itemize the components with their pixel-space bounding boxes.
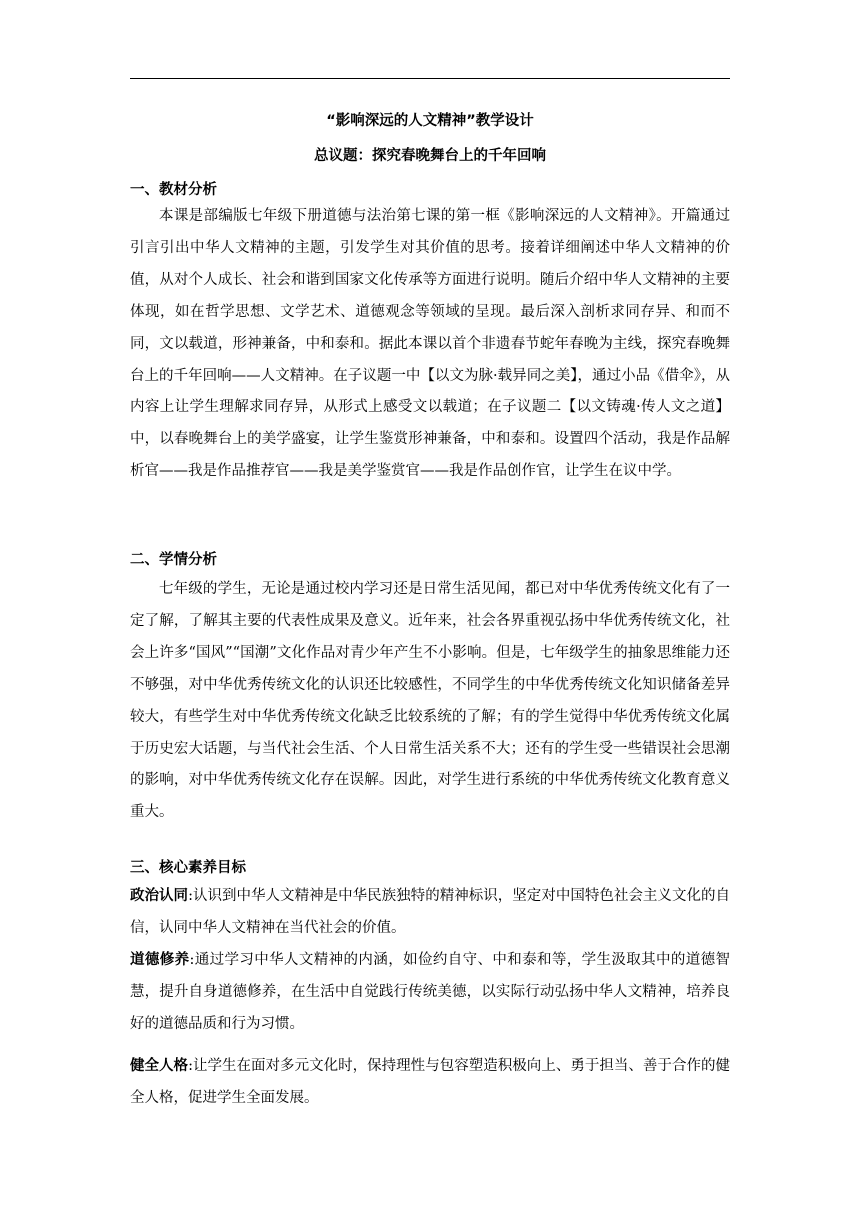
goal-label: 道德修养 [130,952,190,968]
goal-label: 政治认同 [130,888,189,904]
section-heading-core-goals: 三、核心素养目标 [130,860,246,876]
section-heading-learner-analysis: 二、学情分析 [130,552,217,568]
goal-label: 健全人格 [130,1058,189,1074]
learner-analysis-paragraph: 七年级的学生，无论是通过校内学习还是日常生活见闻，都已对中华优秀传统文化有了一定了解，了解其主要的代表性成果及意义。近年来，社会各界重视弘扬中华优秀传统文化，社会上许多“国风”“国潮”文化作品对青少年产生不小影响。但是，七年级学生的抽象思维能力还不够强，对中华优秀传统文化的认识还比较感性，不同学生的中华优秀传统文化知识储备差异较大，有些学生对中华优秀传统文化缺乏比较系统的了解；有的学生觉得中华优秀传统文化属于历史宏大话题，与当代社会生活、个人日常生活关系不大；还有的学生受一些错误社会思潮的影响，对中华优秀传统文化存在误解。因此，对学生进行系统的中华优秀传统文化教育意义重大。 [130,581,730,821]
textbook-analysis-paragraph: 本课是部编版七年级下册道德与法治第七课的第一框《影响深远的人文精神》。开篇通过引言引出中华人文精神的主题，引发学生对其价值的思考。接着详细阐述中华人文精神的价值，从对个人成长、社会和谐到国家文化传承等方面进行说明。随后介绍中华人文精神的主要体现，如在哲学思想、文学艺术、道德观念等领域的呈现。最后深入剖析求同存异、和而不同，文以载道，形神兼备，中和泰和。据此本课以首个非遗春节蛇年春晚为主线，探究春晚舞台上的千年回响——人文精神。在子议题一中【以文为脉·载异同之美】，通过小品《借伞》，从内容上让学生理解求同存异，从形式上感受文以载道；在子议题二【以文铸魂·传人文之道】中，以春晚舞台上的美学盛宴，让学生鉴赏形神兼备，中和泰和。设置四个活动，我是作品解析官——我是作品推荐官——我是美学鉴赏官——我是作品创作官，让学生在议中学。 [130,208,730,480]
document-title: “影响深远的人文精神”教学设计 [326,113,534,129]
goal-political-identity [130,881,730,945]
goal-text: :让学生在面对多元文化时，保持理性与包容塑造积极向上、勇于担当、善于合作的健全人格，促进学生全面发展。 [130,1058,730,1106]
section-heading-textbook-analysis: 一、教材分析 [130,182,217,198]
goal-moral-cultivation [130,945,730,1041]
goal-text: :认识到中华人文精神是中华民族独特的精神标识，坚定对中国特色社会主义文化的自信，认同中华人文精神在当代社会的价值。 [130,888,730,936]
goal-text: :通过学习中华人文精神的内涵，如俭约自守、中和泰和等，学生汲取其中的道德智慧，提升自身道德修养，在生活中自觉践行传统美德，以实际行动弘扬中华人文精神，培养良好的道德品质和行为习惯。 [130,952,730,1032]
header-rule [130,78,730,79]
goal-sound-personality [130,1051,730,1115]
document-subtitle: 总议题：探究春晚舞台上的千年回响 [314,148,546,164]
